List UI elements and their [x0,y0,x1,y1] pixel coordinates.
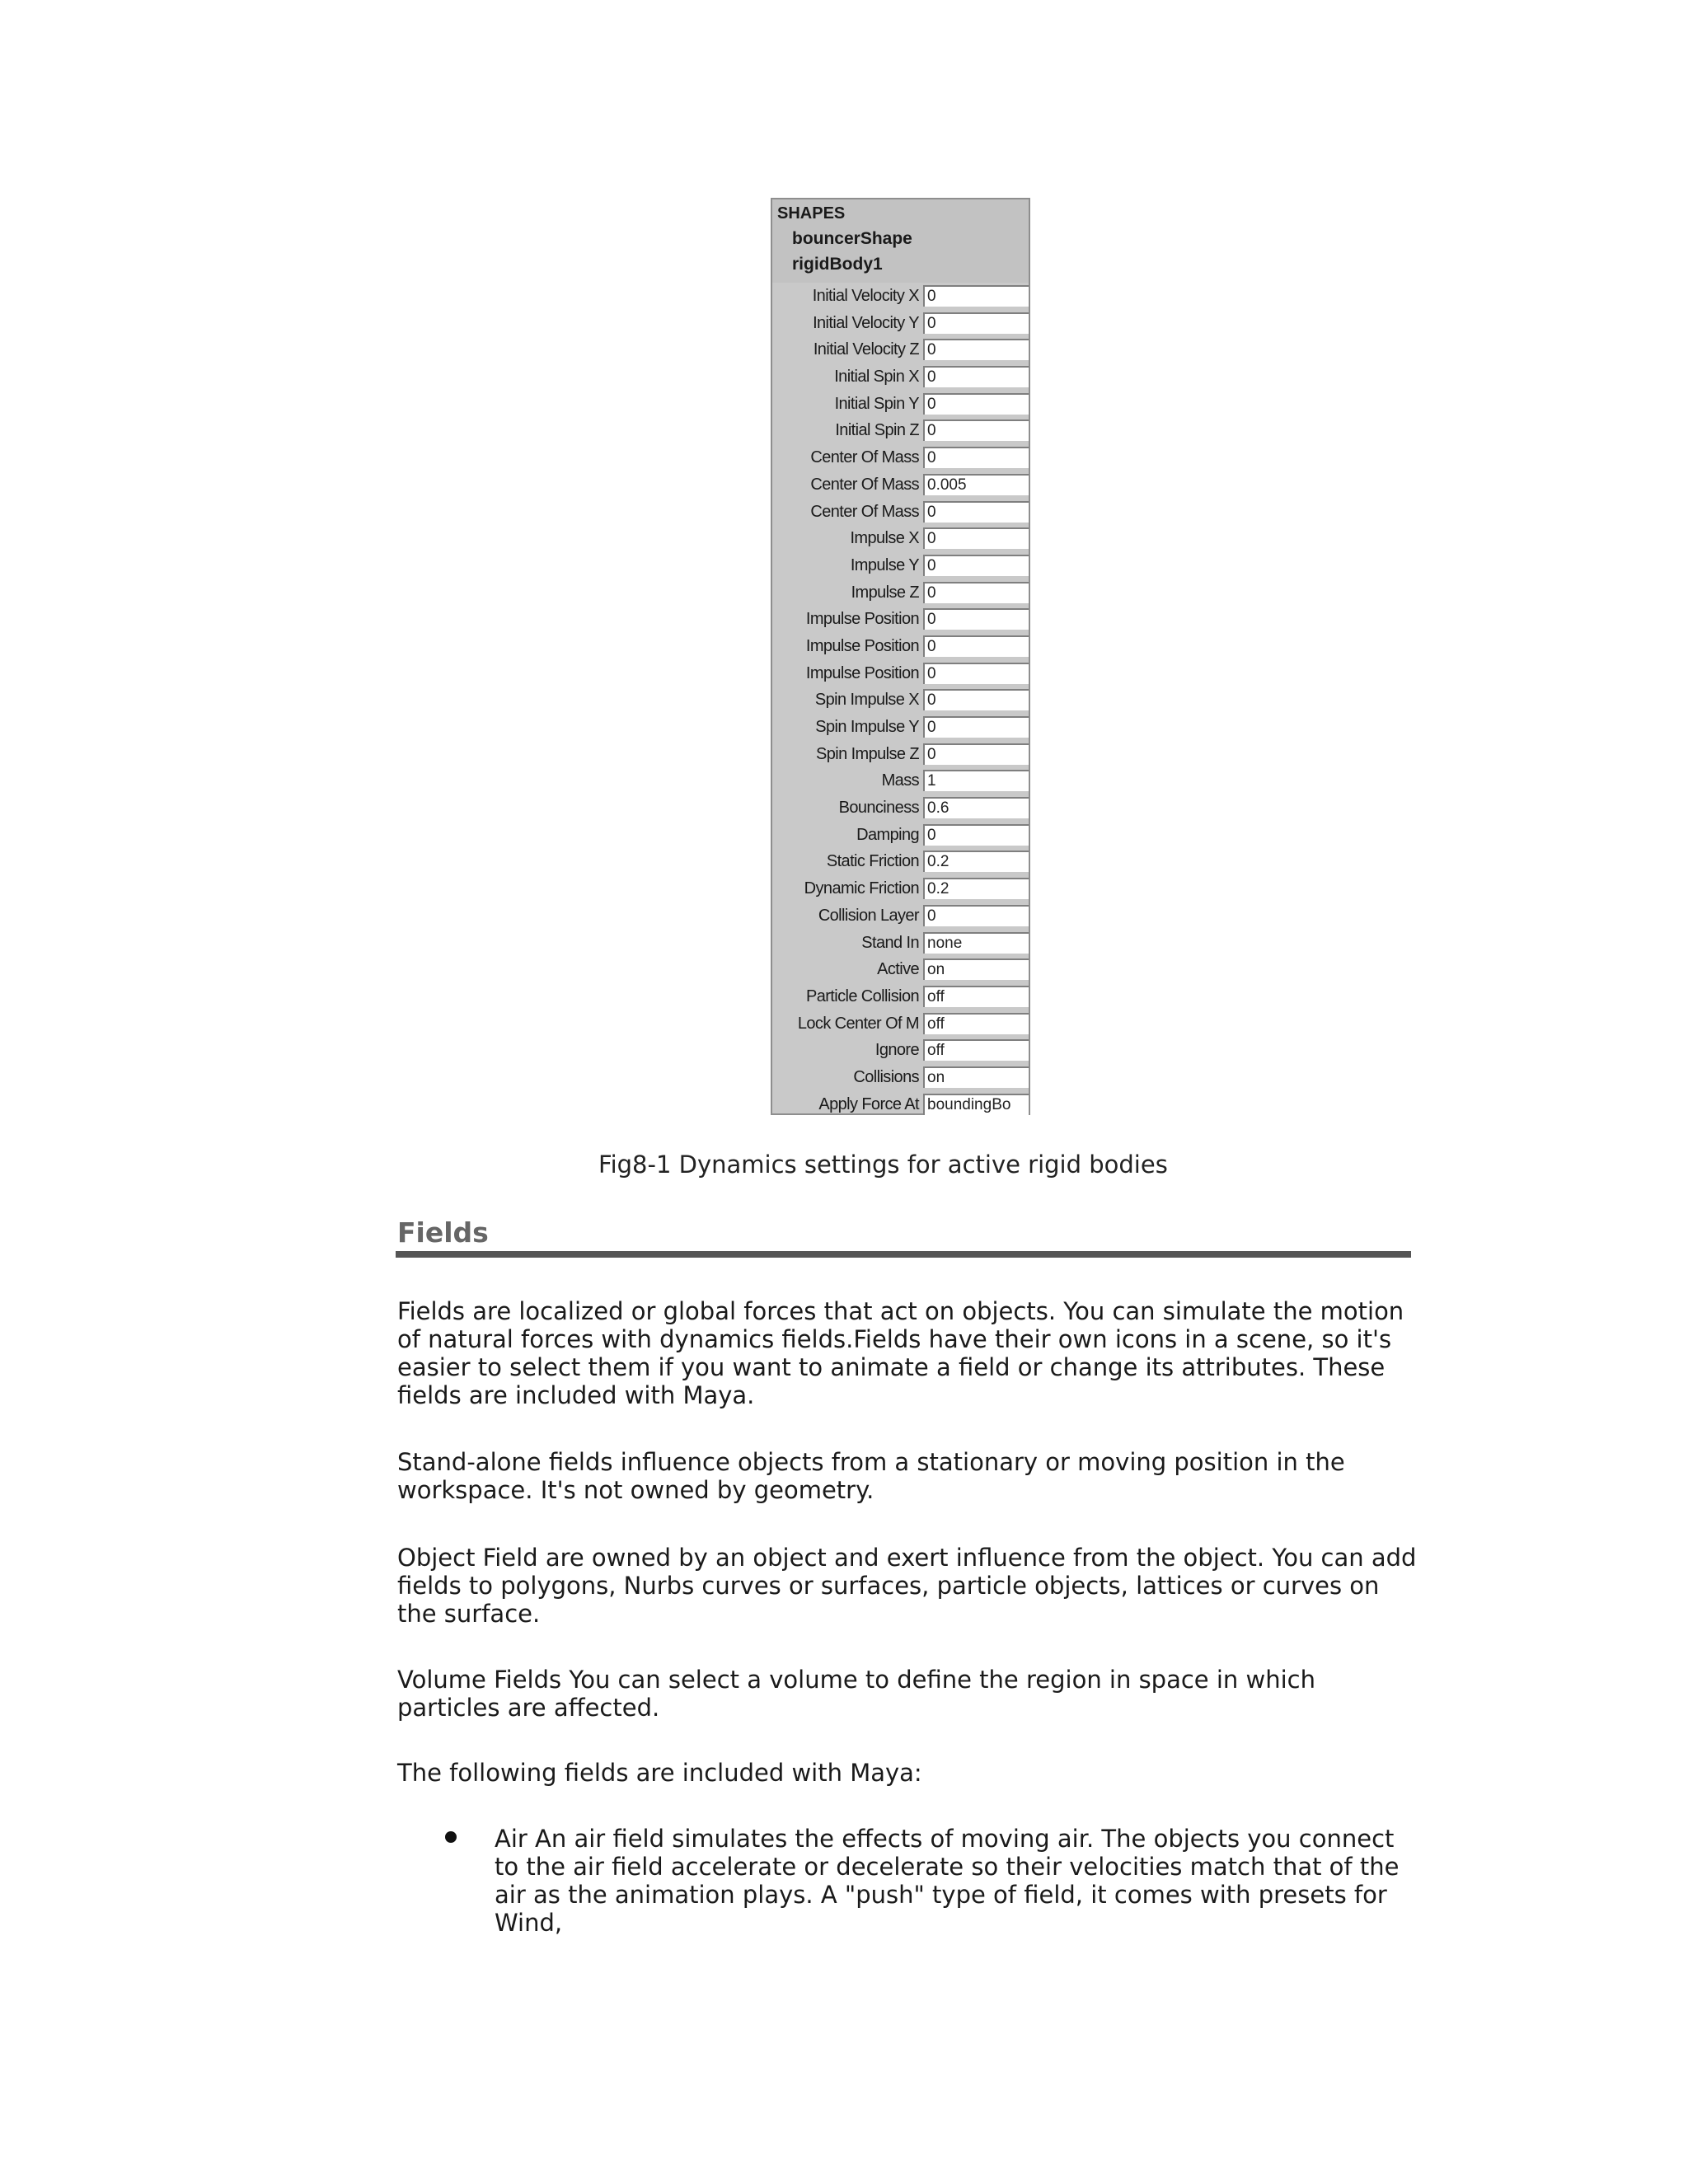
attribute-row [772,444,1029,471]
attribute-value-field[interactable]: none [923,932,1029,954]
attribute-row [772,579,1029,607]
attribute-value-field[interactable]: 0 [923,285,1029,307]
attribute-value-field[interactable]: on [923,1066,1029,1088]
attribute-row [772,283,1029,310]
attribute-value-field[interactable]: 0 [923,905,1029,926]
section-heading: Fields [397,1216,489,1249]
paragraph-list-intro: The following fields are included with Maya: [397,1759,922,1787]
attribute-value-field[interactable]: 0 [923,582,1029,603]
attribute-row [772,1010,1029,1038]
attribute-label[interactable]: Dynamic Friction [804,879,919,898]
attribute-label[interactable]: Initial Velocity Z [813,340,919,359]
attribute-row [772,767,1029,794]
attribute-label[interactable]: Mass [881,771,919,790]
attribute-label[interactable]: Static Friction [826,852,919,871]
attribute-label[interactable]: Impulse Y [850,555,919,574]
attribute-label[interactable]: Bounciness [838,799,919,818]
attribute-value-field[interactable]: 0 [923,312,1029,334]
attribute-row [772,525,1029,552]
attribute-row [772,741,1029,768]
attribute-value-field[interactable]: 0 [923,824,1029,846]
paragraph-object-field: Object Field are owned by an object and exert influence from the object. You can add fields to polygons, Nurbs curves or surfaces, particle objects, lattices or curves on the surface. [397,1544,1417,1628]
attribute-row [772,471,1029,499]
attribute-value-field[interactable]: 0 [923,419,1029,441]
attribute-value-field[interactable]: 0 [923,447,1029,468]
attribute-value-field[interactable]: 0 [923,743,1029,765]
attribute-row [772,902,1029,930]
attribute-row [772,687,1029,714]
attribute-label[interactable]: Center Of Mass [810,475,919,494]
paragraph-volume-fields: Volume Fields You can select a volume to define the region in space in which particles are affected. [397,1666,1315,1722]
attribute-value-field[interactable]: off [923,986,1029,1007]
attribute-row [772,310,1029,337]
attribute-row [772,499,1029,526]
attribute-value-field[interactable]: 0 [923,689,1029,710]
attribute-value-field[interactable]: on [923,958,1029,980]
attribute-value-field[interactable]: 0 [923,527,1029,549]
attribute-value-field[interactable]: 0 [923,393,1029,415]
attribute-label[interactable]: Initial Spin Z [835,421,919,440]
figure-caption: Fig8-1 Dynamics settings for active rigid bodies [598,1151,1168,1179]
attribute-label[interactable]: Spin Impulse X [814,691,919,710]
attribute-label[interactable]: Spin Impulse Z [816,744,919,763]
attribute-label[interactable]: Impulse Position [805,663,919,682]
paragraph-standalone: Stand-alone fields influence objects from a stationary or moving position in the workspace. It's not owned by geometry. [397,1448,1345,1504]
attribute-row [772,1064,1029,1091]
shapes-title: SHAPES [777,204,846,223]
attribute-label[interactable]: Damping [856,825,919,844]
channel-box [771,198,1030,1115]
attribute-value-field[interactable]: 0 [923,608,1029,630]
attribute-value-field[interactable]: 0 [923,501,1029,523]
attribute-row [772,794,1029,822]
attribute-row [772,875,1029,902]
attribute-value-field[interactable]: off [923,1039,1029,1061]
attribute-value-field[interactable]: 1 [923,770,1029,791]
bullet-icon [445,1831,457,1843]
attribute-value-field[interactable]: off [923,1013,1029,1034]
attribute-label[interactable]: Initial Spin Y [834,394,919,413]
attribute-row [772,930,1029,957]
attribute-label[interactable]: Spin Impulse Y [815,718,919,736]
attribute-row [772,552,1029,579]
attribute-label[interactable]: Ignore [874,1041,919,1060]
attribute-row [772,363,1029,391]
attribute-value-field[interactable]: 0.6 [923,797,1029,818]
attribute-label[interactable]: Center Of Mass [810,448,919,467]
attribute-value-field[interactable]: 0 [923,663,1029,684]
attribute-label[interactable]: Particle Collision [805,987,919,1005]
attribute-row [772,1037,1029,1064]
attribute-row [772,633,1029,660]
attribute-label[interactable]: Impulse Position [805,636,919,655]
attribute-row [772,983,1029,1010]
attribute-label[interactable]: Apply Force At [818,1094,919,1113]
attribute-row [772,660,1029,687]
attribute-value-field[interactable]: 0 [923,366,1029,387]
attribute-label[interactable]: Impulse Z [851,583,919,602]
attribute-value-field[interactable]: 0.2 [923,851,1029,872]
attribute-label[interactable]: Lock Center Of M [797,1014,919,1033]
attribute-row [772,1091,1029,1118]
attribute-label[interactable]: Stand In [861,933,919,952]
attribute-row [772,848,1029,875]
attribute-value-field[interactable]: 0.2 [923,878,1029,899]
heading-rule [396,1251,1411,1258]
attribute-label[interactable]: Initial Velocity X [812,287,919,305]
attribute-value-field[interactable]: 0.005 [923,474,1029,495]
attribute-label[interactable]: Initial Spin X [834,368,919,387]
attribute-row [772,956,1029,983]
attribute-label[interactable]: Collision Layer [818,906,919,925]
attribute-row [772,417,1029,444]
attribute-label[interactable]: Active [877,960,919,979]
attribute-list [772,283,1029,1118]
attribute-value-field[interactable]: 0 [923,555,1029,576]
attribute-label[interactable]: Collisions [853,1067,919,1086]
attribute-row [772,391,1029,418]
attribute-value-field[interactable]: 0 [923,339,1029,360]
list-item: Air An air field simulates the effects of moving air. The objects you connect to the air field accelerate or decelerate so their velocities match that of the air as the animation plays. A "push" type of field, it comes with presets for Wind, [495,1825,1400,1937]
attribute-label[interactable]: Impulse X [850,529,919,548]
attribute-label[interactable]: Initial Velocity Y [813,313,919,332]
attribute-value-field[interactable]: 0 [923,635,1029,657]
paragraph-intro: Fields are localized or global forces that act on objects. You can simulate the motion of natural forces with dynamics fields.Fields have their own icons in a scene, so it's easier to select them if you want to animate a field or change its attributes. These fields are included with Maya. [397,1297,1404,1409]
attribute-row [772,822,1029,849]
attribute-label[interactable]: Impulse Position [805,610,919,629]
attribute-value-field[interactable]: 0 [923,716,1029,738]
attribute-row [772,606,1029,633]
attribute-value-field[interactable]: boundingBo [923,1094,1029,1115]
shape-node-name[interactable]: bouncerShape [792,229,912,248]
attribute-row [772,714,1029,741]
channel-box-header [772,199,1029,283]
attribute-label[interactable]: Center Of Mass [810,502,919,521]
attribute-row [772,336,1029,363]
rigid-body-node-name[interactable]: rigidBody1 [792,255,883,274]
